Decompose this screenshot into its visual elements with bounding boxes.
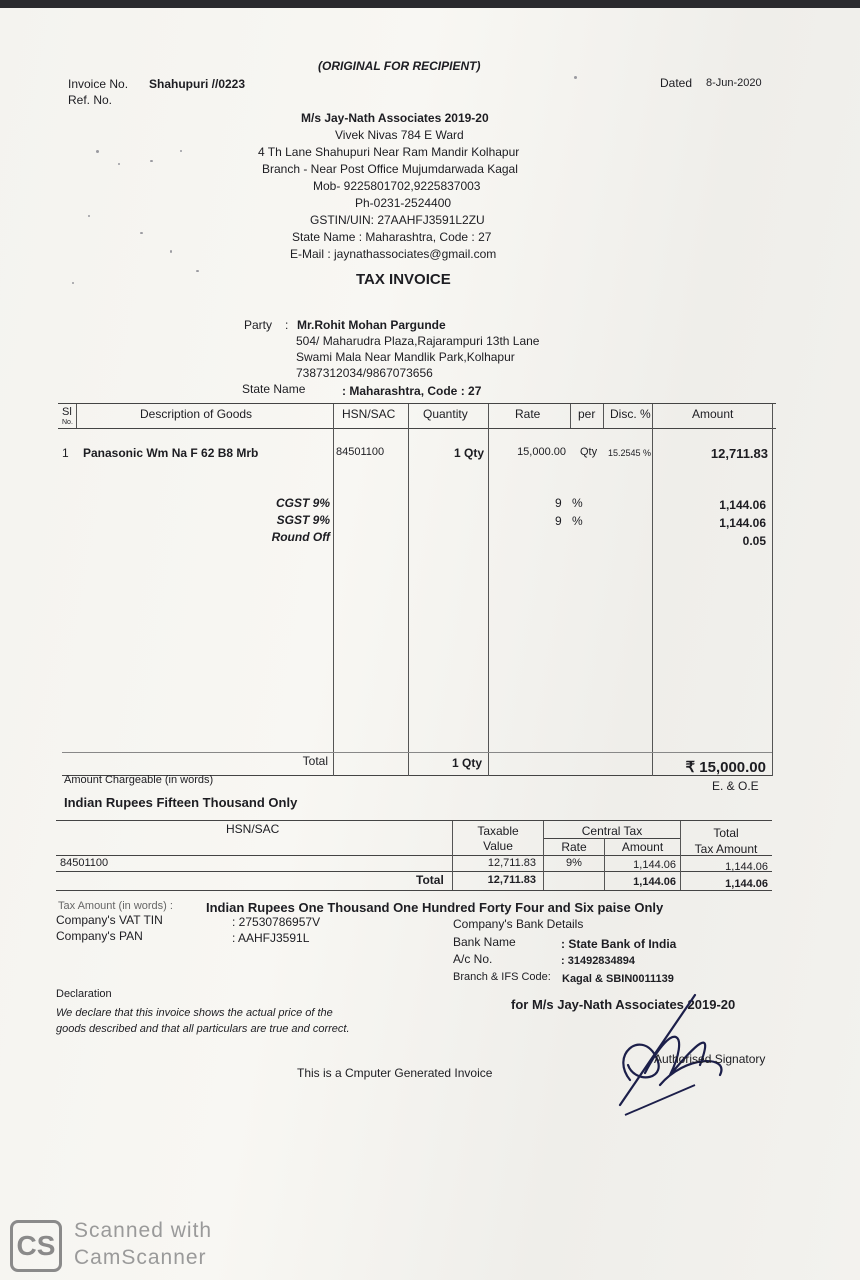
bank-ac: : 31492834894 [561,955,636,967]
th-sl-no: No. [62,419,73,426]
tax-words-value: Indian Rupees One Thousand One Hundred Forty Four and Six paise Only [206,900,664,915]
watermark-line-2: CamScanner [74,1246,207,1269]
col-divider [408,404,409,776]
summary-row-border [56,871,772,872]
sum-th-taxable: Taxable [477,824,519,838]
th-sl: Sl [62,406,72,418]
party-label: Party [244,318,273,332]
th-disc: Disc. % [610,407,651,421]
sum-taxable: 12,711.83 [487,857,536,869]
tax-unit: % [572,496,583,510]
sum-th-value: Value [483,839,513,853]
party-colon: : [285,318,289,332]
row-rate: 15,000.00 [517,446,566,458]
doc-title: TAX INVOICE [356,271,451,288]
scan-speck [72,282,74,284]
tax-unit: % [572,514,583,528]
col-divider [76,404,77,428]
summary-top-border [56,820,772,821]
th-rate: Rate [515,407,541,421]
row-disc: 15.2545 % [608,448,652,458]
seller-phone: Ph-0231-2524400 [355,196,452,210]
vat-label: Company's VAT TIN [56,913,163,927]
table-top-border [58,403,776,404]
sum-rate: 9% [566,857,582,869]
scan-speck [118,163,120,165]
tax-words-label: Tax Amount (in words) : [58,900,173,912]
tax-rate: 9 [555,496,562,510]
th-description: Description of Goods [140,407,253,421]
bank-branch-label: Branch & IFS Code: [453,971,551,983]
party-state: : Maharashtra, Code : 27 [342,384,482,398]
sum-total-amount: 1,144.06 [633,876,676,888]
sum-total-total: 1,144.06 [725,878,768,890]
row-quantity: 1 Qty [453,446,484,460]
col-divider [603,404,604,428]
sum-amount: 1,144.06 [633,859,676,871]
col-divider [772,404,773,776]
scan-speck [196,270,199,272]
amount-words-label: Amount Chargeable (in words) [64,774,214,786]
invoice-no: Shahupuri //0223 [149,77,246,91]
sum-th-hsn: HSN/SAC [226,822,280,836]
watermark-line-1: Scanned with [74,1219,213,1242]
bank-name: : State Bank of India [561,937,677,951]
computer-generated-note: This is a Cmputer Generated Invoice [297,1066,493,1080]
scan-speck [170,250,172,253]
eoe-label: E. & O.E [712,779,759,793]
sum-hsn: 84501100 [60,857,109,869]
tax-label: CGST 9% [275,496,330,510]
col-divider [570,404,571,428]
seller-address-2: 4 Th Lane Shahupuri Near Ram Mandir Kolhapur [258,145,520,159]
th-hsn: HSN/SAC [342,407,396,421]
seller-address-3: Branch - Near Post Office Mujumdarwada Kagal [262,162,518,176]
declaration-text-2: goods described and that all particulars are true and correct. [56,1023,350,1035]
row-sl: 1 [62,446,69,460]
col-divider [488,404,489,776]
col-divider [652,404,653,776]
th-quantity: Quantity [423,407,468,421]
scan-speck [88,215,90,217]
camscanner-logo-icon: CS [10,1220,62,1272]
declaration-title: Declaration [56,988,112,1000]
row-description: Panasonic Wm Na F 62 B8 Mrb [83,446,259,460]
th-amount: Amount [692,407,734,421]
tax-label: Round Off [271,530,330,544]
col-divider [452,821,453,890]
sum-th-rate: Rate [561,840,587,854]
pan-value: : AAHFJ3591L [232,931,310,945]
party-address-1: 504/ Maharudra Plaza,Rajarampuri 13th Lane [296,334,540,348]
sum-th-tax-amount: Tax Amount [694,842,758,856]
tax-rate: 9 [555,514,562,528]
sum-th-total: Total [713,826,739,840]
party-name: Mr.Rohit Mohan Pargunde [297,318,446,332]
scan-speck [180,150,182,152]
vat-value: : 27530786957V [232,915,321,929]
row-hsn: 84501100 [336,446,385,458]
scan-edge [0,0,860,8]
sum-total-label: Total [416,873,444,887]
party-phone: 7387312034/9867073656 [296,366,433,380]
scan-speck [96,150,99,153]
party-state-label: State Name [242,382,306,396]
sum-th-central-tax: Central Tax [581,824,643,838]
ref-no-label: Ref. No. [68,93,113,107]
summary-header-border [56,855,772,856]
col-divider [333,404,334,776]
row-per: Qty [580,446,598,458]
sum-th-amount: Amount [621,840,664,854]
amount-words-value: Indian Rupees Fifteen Thousand Only [64,795,298,810]
invoice-no-label: Invoice No. [68,77,129,91]
tax-amount: 1,144.06 [719,516,766,530]
total-row-border [62,752,772,753]
th-per: per [578,407,596,421]
scan-speck [574,76,577,79]
seller-gstin: GSTIN/UIN: 27AAHFJ3591L2ZU [310,213,485,227]
scan-speck [150,160,153,162]
tax-amount: 1,144.06 [719,498,766,512]
total-label: Total [302,754,328,768]
tax-amount: 0.05 [742,534,766,548]
scan-speck [140,232,143,234]
summary-bottom-border [56,890,772,891]
central-tax-divider [544,838,680,839]
seller-mobile: Mob- 9225801702,9225837003 [313,179,481,193]
dated-label: Dated [660,76,693,90]
for-company: for M/s Jay-Nath Associates 2019-20 [511,997,736,1012]
pan-label: Company's PAN [56,929,143,943]
declaration-text-1: We declare that this invoice shows the actual price of the [56,1007,333,1019]
dated-value: 8-Jun-2020 [706,77,762,89]
bank-title: Company's Bank Details [453,917,584,931]
party-address-2: Swami Mala Near Mandlik Park,Kolhapur [296,350,515,364]
sum-total-taxable: 12,711.83 [487,874,536,886]
bank-branch: Kagal & SBIN0011139 [562,973,674,985]
signatory-label: Authorised Signatory [654,1052,766,1066]
total-quantity: 1 Qty [451,756,482,770]
seller-address-1: Vivek Nivas 784 E Ward [335,128,464,142]
copy-type: (ORIGINAL FOR RECIPIENT) [318,59,481,73]
tax-label: SGST 9% [276,513,330,527]
sum-total: 1,144.06 [725,861,768,873]
seller-email: E-Mail : jaynathassociates@gmail.com [290,247,497,261]
seller-state: State Name : Maharashtra, Code : 27 [292,230,492,244]
bank-ac-label: A/c No. [453,952,493,966]
seller-name: M/s Jay-Nath Associates 2019-20 [301,111,489,125]
bank-name-label: Bank Name [453,935,516,949]
row-amount: 12,711.83 [710,446,768,461]
table-header-border [58,428,776,429]
total-amount: ₹ 15,000.00 [685,759,766,776]
